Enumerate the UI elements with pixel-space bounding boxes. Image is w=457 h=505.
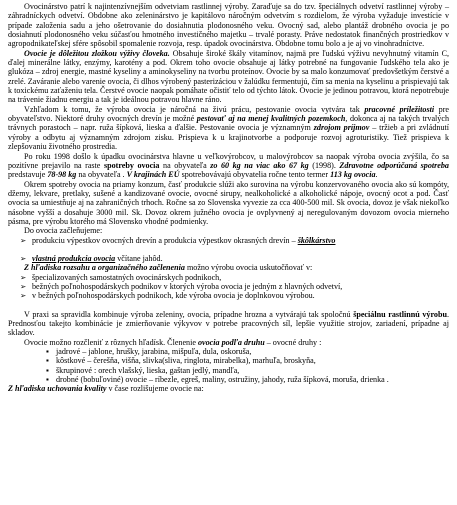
- list-item: ➢ v bežných poľnohospodárskych podnikoch, kde výroba ovocia je doplnkovou výrobou.: [20, 291, 449, 300]
- list-item: ▪ jadrové – jablone, hrušky, jarabina, mišpuľa, dula, oskoruša,: [46, 347, 449, 356]
- list-item: ➢ produkciu výpestkov ovocných drevín a produkcia výpestkov okrasných drevín – škôlkárstvo: [20, 236, 449, 245]
- paragraph-nutrition: Ovocie je dôležitou zložkou výživy človeka. Obsahuje široké škály vitamínov, najmä pre ľudskú výživu nevyhnutný vitamín C, ďalej minerálne látky, enzýmy, karotény a pod. Okrem toho ovocie obsahuje aj látky potrebné na fungovanie ľudského tela ako je glukóza – zdroj energie, mastné kyseliny a aminokyseliny na tvorbu proteínov. Ovocie by sa malo konzumovať predovšetkým čerstvé a zrelé. Zaváranie alebo varenie ovocia, či dlhos výrobený pasterizáciou v žalúdku fermentujú, čím sa menia na kyselinu a prispievajú tak k toxickému zaťaženiu tela. Čerstvé ovocie naopak pomáhate očistiť telo od týchto látok. Ovocie je jedinou potravou, ktorá nepotrebuje na trávenie žiadnu energiu a tak je ideálnou potravou hlavne ráno.: [8, 48, 449, 105]
- list-item: ▪ škrupinové : orech vlašský, lieska, gaštan jedlý, mandľa,: [46, 366, 449, 375]
- list-item: ➢ bežných poľnohospodárskych podnikov v ktorých výroba ovocia je jedným z hlavných odvetví,: [20, 282, 449, 291]
- paragraph-employment: Vzhľadom k tomu, že výroba ovocia je náročná na živú prácu, pestovanie ovocia vytvára tak pracovné príležitosti pre obyvateľstvo. Niektoré druhy ovocných drevín je možné pestovať aj na menej kvalitných pozemkoch, dokonca aj na takých trvalých trávnych porastoch – napr. ruža šípková, lieska a ďalšie. Pestovanie ovocia je významným zdrojom príjmov – tržieb a pri zvládnutí výroby a odbytu aj významným zdrojom zisku. Prispieva k u krajinotvorbe a podporuje rozvoj agroturistiky. Tiež prispieva k zlepšovaniu životného prostredia.: [8, 104, 450, 152]
- list-item: ▪ kôstkové – čerešňa, višňa, slivka(sliva, ringlota, mirabelka), marhuľa, broskyňa,: [46, 356, 449, 365]
- fruit-kinds-list: [8, 347, 449, 384]
- emphasis-work-opportunities: pracovné príležitosti: [364, 104, 435, 114]
- emphasis-poor-land: pestovať aj na menej kvalitných pozemkoch: [196, 114, 346, 124]
- division-list: [8, 236, 449, 264]
- document-page: [8, 0, 449, 394]
- list-item: ➢ vlastná produkcia ovocia včítane jahôd.: [20, 254, 449, 263]
- kinds-intro: Ovocie možno rozčleniť z rôznych hľadísk. Členenie ovocia podľa druhu – ovocné druhy :: [24, 337, 322, 347]
- quality-intro: Z hľadiska uchovania kvality v čase rozlišujeme ovocie na:: [8, 384, 204, 394]
- paragraph-consumption: Po roku 1998 došlo k úpadku ovocinárstva hlavne u veľkovýrobcov, u malovýrobcov sa naopak výroba ovocia zvýšila, čo sa pozitívne prejavilo na raste spotreby ovocia na obyvateľa zo 60 kg na viac ako 67 kg (1998). Zdravotne odporúčaná spotreba predstavuje 78-98 kg na obyvateľa . V krajinách EÚ spotrebovávajú obyvatelia ročne tento termer 113 kg ovocia.: [8, 151, 449, 180]
- emphasis-income: zdrojom príjmov: [313, 123, 370, 133]
- paragraph-processing: Okrem spotreby ovocia na priamy konzum, časť produkcie slúži ako surovina na výrobu konzervovaného ovocia ako sú kompóty, džemy, lekvare, pretlaky, sušené a kandizované ovocie, ovocné sirupy, nealkoholické a alkoholické nápoje, ovocný ocot a pod. Časť ovocia sa umiestňuje aj na zahraničných trhoch. Ročne sa zo Slovenska vyvezie za cca 400-500 mil. Sk ovocia, dovoz je však niekoľko násobne vyšší a dosahuje 3000 mil. Sk. Dovoz okrem južného ovocia je ovplyvnený aj neregulovaným dovozom ovocia mierneho pásma, pre výrobu ktorého má Slovensko vhodné podmienky.: [8, 179, 449, 226]
- organization-intro: Z hľadiska rozsahu a organizačného začlenenia možno výrobu ovocia uskutočňovať v:: [24, 263, 313, 273]
- list-item: ➢ špecializovaných samostatných ovocinárskych podnikoch,: [20, 273, 449, 282]
- list-item: ▪ drobné (bobuľoviné) ovocie – ríbezle, egreš, maliny, ostružiny, jahody, ruža šípková, moruša, drienka .: [46, 375, 449, 384]
- organization-list: [8, 273, 449, 301]
- division-intro: Do ovocia začleňujeme:: [24, 226, 103, 236]
- paragraph-intro: Ovocinárstvo patrí k najintenzívnejším odvetviam rastlinnej výroby. Zaraďuje sa do tzv. špeciálnych odvetví rastlinnej výroby – záhradníckych odvetví. Obdobne ako zeleninárstvo je kapitálovo náročným odvetvím s rozdielom, že výroba vyžaduje investície v prípade založenia sadu a jeho ošetrovanie do dosiahnutia plodonosného veku. Ovocný sad, alebo plantáž drobného ovocia je po dosiahnutí plodonosného veku súčasťou hmotného investičného majetku – trvalé porasty. Práve nedostatok finančných prostriedkov v agropodnikateľskej sfére spôsobil spomalenie rozvoja, resp. úpadok ovocinárstva. Obdobne tomu bolo a je aj vo vinohradníctve.: [8, 2, 449, 49]
- nutrition-heading: Ovocie je dôležitou zložkou výživy človeka.: [24, 48, 170, 58]
- spacer: [8, 301, 449, 310]
- paragraph-combination: V praxi sa spravidla kombinuje výroba zeleniny, ovocia, prípadne hrozna a vytvárajú tak spoločnú špeciálnu rastlinnú výrobu. Prednosťou takejto kombinácie je zmierňovanie výkyvov v potrebe pracovných síl, lepšie využitie strojov, zariadení, prípadne aj skladov.: [8, 309, 449, 338]
